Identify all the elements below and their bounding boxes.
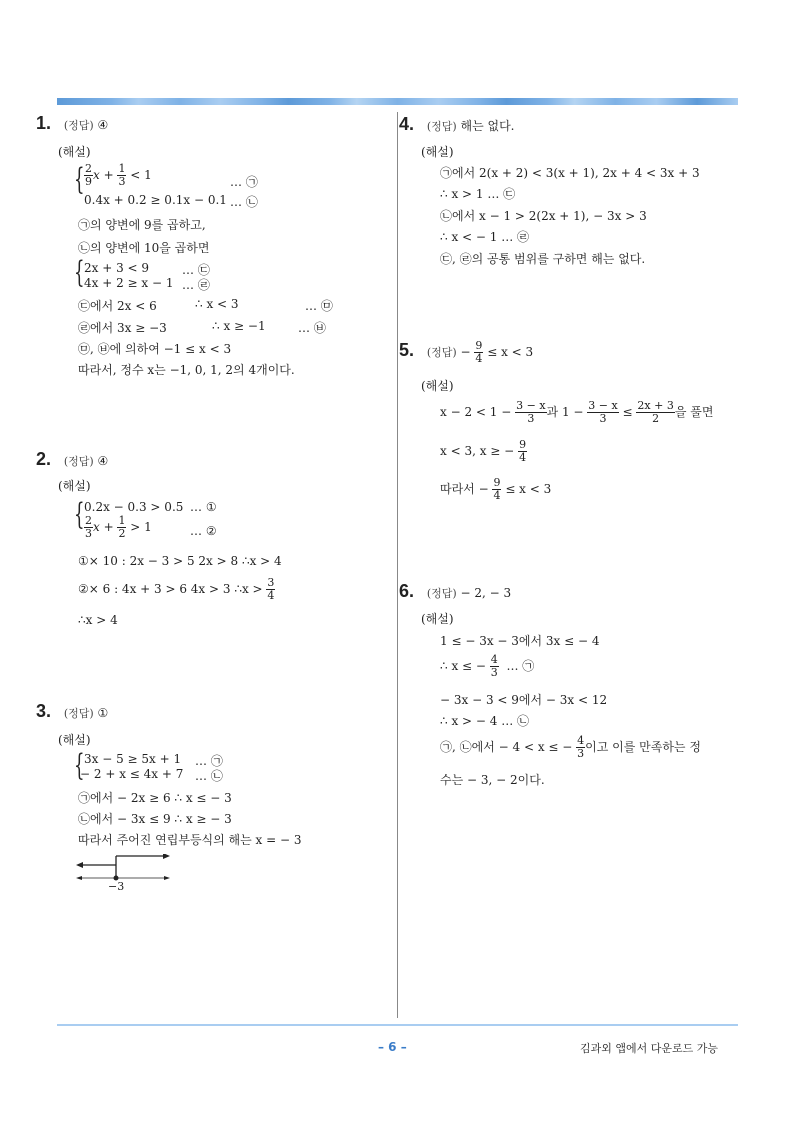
solution-label: (해설)	[58, 145, 91, 159]
equation-line: 2x + 3 < 9	[84, 261, 150, 275]
equation-line: 0.4x + 0.2 ≥ 0.1x − 0.1	[84, 193, 227, 207]
equation-line: 3x − 5 ≥ 5x + 1	[84, 752, 182, 766]
number-line-label: −3	[108, 880, 125, 893]
answer-value: ④	[97, 118, 109, 132]
answer-label: (정답)	[63, 119, 94, 132]
answer-value: − 2, − 3	[460, 586, 512, 600]
equation-mark: … ㉡	[230, 195, 258, 209]
answer-label: (정답)	[426, 346, 457, 359]
solution-line: ㉢에서 2x < 6	[78, 299, 157, 313]
problem-3	[36, 701, 108, 722]
solution-line: 따라서 주어진 연립부등식의 해는 x = − 3	[78, 833, 302, 847]
answer-value: 해는 없다.	[460, 119, 515, 133]
solution-line: ∴x > 4	[78, 613, 118, 627]
answer-label: (정답)	[426, 120, 457, 133]
solution-line: ∴ x < − 1 … ㉣	[440, 230, 530, 244]
equation-mark: … ㉤	[305, 299, 333, 313]
problem-4	[399, 114, 515, 135]
solution-line: ㉣에서 3x ≥ −3	[78, 321, 167, 335]
footer-divider	[57, 1024, 738, 1026]
solution-line: ∴ x < 3	[195, 297, 239, 311]
solution-label: (해설)	[421, 612, 454, 626]
answer-value: ④	[97, 454, 109, 468]
equation-line: 0.2x − 0.3 > 0.5	[84, 500, 184, 514]
brace: {	[74, 748, 85, 783]
solution-line: ㉢, ㉣의 공통 범위를 구하면 해는 없다.	[440, 252, 646, 266]
problem-number: 3.	[36, 701, 52, 721]
solution-label: (해설)	[58, 479, 91, 493]
brace: {	[74, 497, 85, 532]
equation-mark: … ㉠	[195, 754, 223, 768]
solution-line: x − 2 < 1 − $\frac{3 - x}{3}$ 과 1 − $\frac{3 - x}{3}$ ≤ $\frac{2x + 3}{2}$ 을 풀면	[440, 399, 714, 425]
footer-note: 김과외 앱에서 다운로드 가능	[580, 1042, 719, 1055]
equation-mark: … ㉠	[230, 175, 258, 189]
equation-mark: … ㉢	[182, 263, 210, 277]
solution-line: − 3x − 3 < 9에서 − 3x < 12	[440, 693, 608, 707]
solution-line: 따라서 − $\frac{9}{4}$ ≤ x < 3	[440, 476, 552, 502]
equation-line: $\frac{2}{3}$ x + $\frac{1}{2}$ > 1	[85, 514, 152, 540]
solution-line: ①× 10 : 2x − 3 > 5 2x > 8 ∴x > 4	[78, 554, 282, 568]
solution-label: (해설)	[58, 733, 91, 747]
problem-number: 4.	[399, 114, 415, 134]
equation-mark: … ②	[190, 524, 217, 538]
equation-line: − 2 + x ≤ 4x + 7	[80, 767, 184, 781]
solution-line: 따라서, 정수 x는 −1, 0, 1, 2의 4개이다.	[78, 363, 295, 377]
solution-line: 1 ≤ − 3x − 3에서 3x ≤ − 4	[440, 634, 600, 648]
equation-mark: … ㉣	[182, 278, 210, 292]
equation-mark: … ㉡	[195, 769, 223, 783]
solution-line: x < 3, x ≥ − $\frac{9}{4}$	[440, 438, 527, 464]
answer-label: (정답)	[63, 455, 94, 468]
equation-mark: … ㉥	[298, 321, 326, 335]
solution-line: ㉠에서 2(x + 2) < 3(x + 1), 2x + 4 < 3x + 3	[440, 166, 700, 180]
problem-number: 5.	[399, 340, 415, 360]
page-number: – 6 –	[378, 1040, 407, 1054]
solution-label: (해설)	[421, 379, 454, 393]
answer-label: (정답)	[63, 707, 94, 720]
solution-label: (해설)	[421, 145, 454, 159]
problem-number: 1.	[36, 113, 52, 133]
brace: {	[74, 255, 85, 290]
column-divider	[397, 112, 398, 1018]
problem-2	[36, 449, 108, 470]
header-decorative-bar	[57, 98, 738, 105]
solution-line: ㉤, ㉥에 의하여 −1 ≤ x < 3	[78, 342, 232, 356]
equation-mark: … ①	[190, 500, 217, 514]
solution-line: ㉠에서 − 2x ≥ 6 ∴ x ≤ − 3	[78, 791, 232, 805]
solution-line: ∴ x > 1 … ㉢	[440, 187, 516, 201]
solution-line: ∴ x ≥ −1	[212, 319, 266, 333]
solution-line: ㉠의 양변에 9를 곱하고,	[78, 218, 206, 232]
problem-number: 2.	[36, 449, 52, 469]
solution-line: ∴ x > − 4 … ㉡	[440, 714, 530, 728]
solution-line: 수는 − 3, − 2이다.	[440, 773, 545, 787]
answer-value: − $\frac{9}{4}$ ≤ x < 3	[460, 339, 534, 365]
problem-number: 6.	[399, 581, 415, 601]
brace: {	[74, 162, 85, 197]
problem-1	[36, 113, 108, 134]
solution-line: ∴ x ≤ − $\frac{4}{3}$ … ㉠	[440, 653, 535, 679]
problem-5	[399, 340, 533, 365]
answer-label: (정답)	[426, 587, 457, 600]
solution-line: ㉡에서 − 3x ≤ 9 ∴ x ≥ − 3	[78, 812, 232, 826]
solution-line: ②× 6 : 4x + 3 > 6 4x > 3 ∴x > $\frac{3}{4}$	[78, 576, 275, 602]
answer-value: ①	[97, 706, 109, 720]
solution-line: ㉠, ㉡에서 − 4 < x ≤ − $\frac{4}{3}$ 이고 이를 만족하는 정	[440, 734, 701, 760]
problem-6	[399, 581, 511, 602]
solution-line: ㉡의 양변에 10을 곱하면	[78, 241, 210, 255]
equation-line: $\frac{2}{9}$ x + $\frac{1}{3}$ < 1	[85, 162, 152, 188]
equation-line: 4x + 2 ≥ x − 1	[84, 276, 174, 290]
solution-line: ㉡에서 x − 1 > 2(2x + 1), − 3x > 3	[440, 209, 647, 223]
